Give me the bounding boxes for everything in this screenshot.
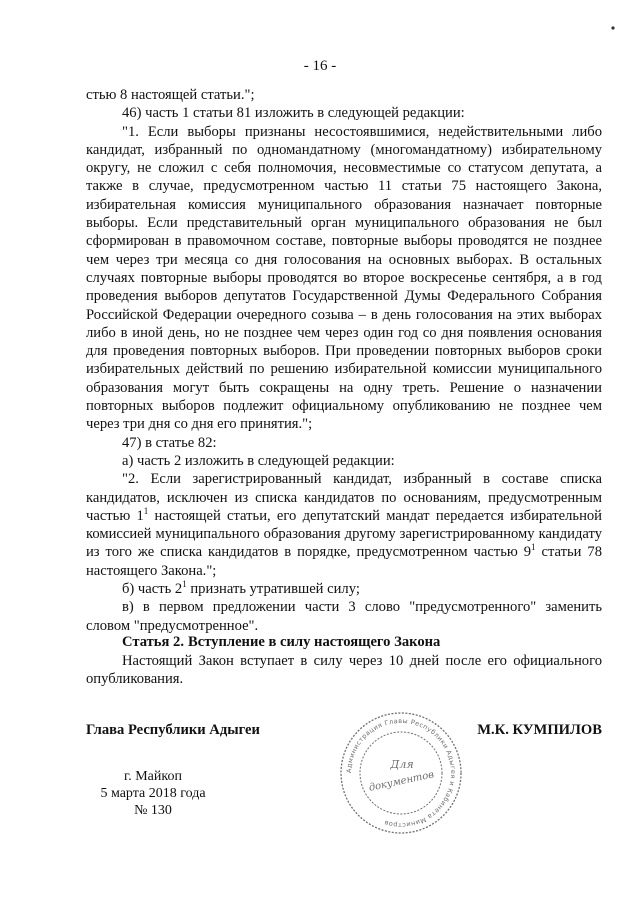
signatory-position: Глава Республики Адыгеи bbox=[86, 722, 260, 738]
superscript-index: 1 bbox=[182, 579, 187, 590]
paragraph-quote-part-2 bbox=[86, 470, 602, 580]
paragraph-item-46: 46) часть 1 статьи 81 изложить в следующей редакции: bbox=[122, 105, 465, 122]
page-number: - 16 - bbox=[303, 58, 337, 74]
subitem-b-text-a: б) часть 2 bbox=[122, 581, 183, 598]
place-and-date bbox=[0, 768, 306, 819]
article-text: Настоящий Закон вступает в силу через 10 дней после его официального опубликования. bbox=[86, 653, 602, 688]
official-stamp bbox=[336, 708, 466, 838]
paragraph-subitem-a: а) часть 2 изложить в следующей редакции: bbox=[122, 452, 395, 469]
article-heading bbox=[122, 634, 440, 651]
stamp-center-text-2: документов bbox=[367, 769, 436, 794]
corner-mark bbox=[610, 18, 616, 24]
paragraph-subitem-v: в) в первом предложении части 3 слово "предусмотренного" заменить словом "предусмотренное". bbox=[86, 599, 602, 634]
paragraph-continuation: стью 8 настоящей статьи."; bbox=[86, 87, 255, 103]
stamp-center-text-1: Для bbox=[390, 758, 414, 771]
article-number: Статья 2. bbox=[122, 634, 184, 650]
stamp-seal-icon bbox=[336, 708, 466, 838]
signatory-name: М.К. КУМПИЛОВ bbox=[477, 722, 602, 738]
superscript-index: 1 bbox=[531, 542, 536, 553]
article-title: Вступление в силу настоящего Закона bbox=[188, 634, 441, 650]
article-body bbox=[86, 652, 602, 689]
paragraph-item-47: 47) в статье 82: bbox=[122, 434, 217, 451]
amendments-text bbox=[86, 86, 602, 635]
svg-text:Администрация Главы Республики bbox=[345, 717, 457, 829]
quote-part-2-text-a: "2. Если зарегистрированный кандидат, избранный в составе списка кандидатов, исключен из списка кандидатов по основаниям, предусмотренным частью 1 bbox=[86, 471, 602, 524]
law-number: № 130 bbox=[134, 803, 172, 818]
quote-part-2-text-b: настоящей статьи, его депутатский мандат передается избирательной комиссией муниципального образования другому зарегистрированному кандидату из того же списка кандидатов в порядке, предусмотренном частью 9 bbox=[86, 507, 602, 561]
city: г. Майкоп bbox=[124, 769, 182, 784]
quote-part-2-text-c: статьи 78 настоящего Закона."; bbox=[86, 544, 602, 579]
subitem-b-text-b: признать утратившей силу; bbox=[186, 581, 360, 598]
date: 5 марта 2018 года bbox=[100, 786, 206, 801]
stamp-ring-text: Администрация Главы Республики Адыгея и Кабинета Министров bbox=[344, 716, 458, 830]
superscript-index: 1 bbox=[143, 505, 149, 516]
paragraph-quote-part-1: "1. Если выборы признаны несостоявшимися, недействительными либо кандидат, избранный по одномандатному (многомандатному) избирательному округу, не сложил с себя полномочия, несовместимые со статусом депутата, а также в случае, предусмотренном частью 11 статьи 75 настоящего Закона, избирательная комиссия муниципального образования назначает повторные выборы. Если представительный орган муниципального образования не был сформирован в правомочном составе, повторные выборы проводятся не позднее чем через три месяца со дня голосования на основных выборах. В остальных случаях повторные выборы проводятся во второе воскресенье сентября, а в год проведения выборов депутатов Государственной Думы Федерального Собрания Российской Федерации очередного созыва – в день голосования на этих выборах либо в иной день, но не позднее чем через один год со дня появления основания для проведения повторных выборов. При проведении повторных выборов сроки избирательных действий по решению избирательной комиссии муниципального образования могут быть сокращены на одну треть. Решение о назначении повторных выборов подлежит официальному опубликованию не позднее чем через три дня со дня его принятия."; bbox=[86, 123, 602, 433]
paragraph-subitem-b bbox=[86, 580, 602, 598]
